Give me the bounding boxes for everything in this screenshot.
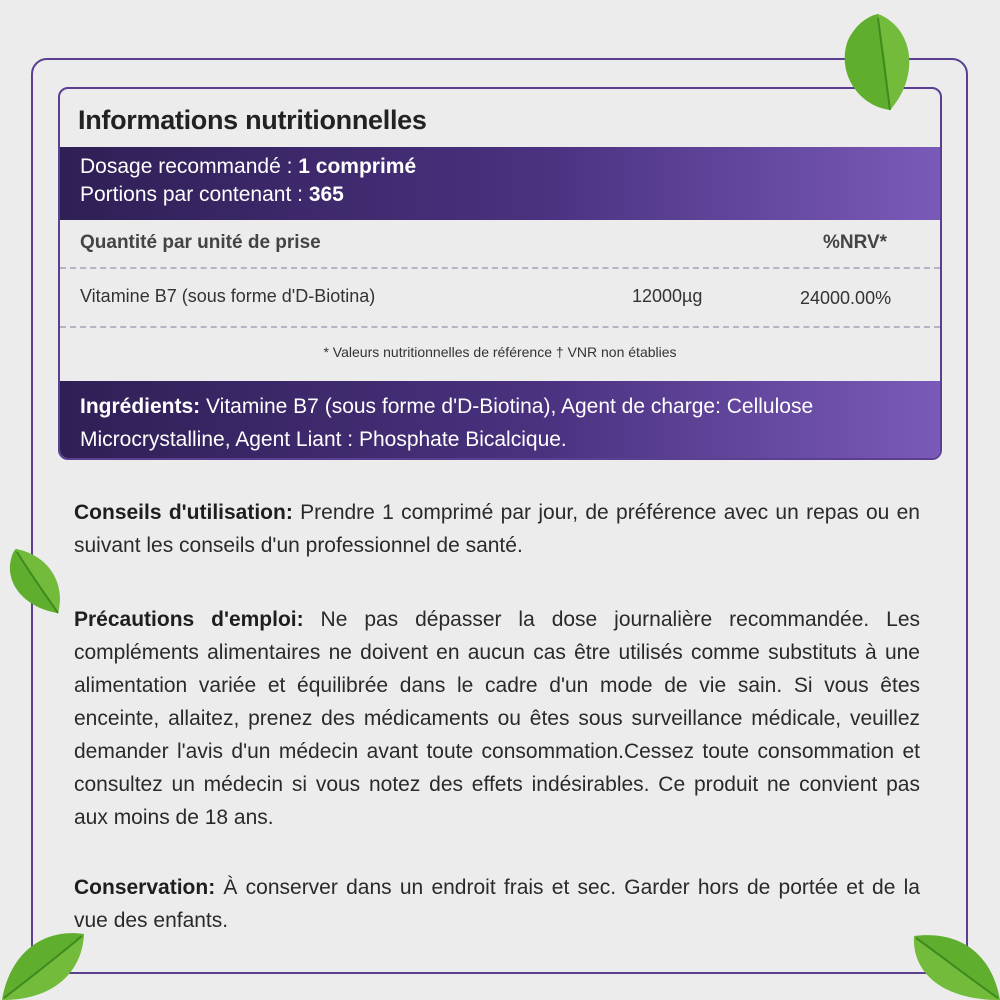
precautions-paragraph — [74, 603, 920, 834]
table-row — [60, 269, 940, 328]
leaf-icon — [0, 922, 90, 1000]
precautions-text: Ne pas dépasser la dose journalière recommandée. Les compléments alimentaires ne doivent en aucun cas être utilisés comme substituts à une alimentation variée et équilibrée dans le cadre d'un mode de vie sain. Si vous êtes enceinte, allaitez, prenez des médicaments ou êtes sous surveillance médicale, veuillez demander l'avis d'un médecin avant toute consommation.Cessez toute consommation et consultez un médecin si vous notez des effets indésirables. Ce produit ne convient pas aux moins de 18 ans. — [74, 608, 920, 829]
ingredients-body: Vitamine B7 (sous forme d'D-Biotina), Agent de charge: Cellulose Microcrystalline, Agent Liant : Phosphate Bicalcique. — [80, 395, 814, 451]
nutrition-panel — [58, 87, 942, 460]
storage-text: À conserver dans un endroit frais et sec. Garder hors de portée et de la vue des enfants. — [74, 876, 920, 932]
leaf-icon — [4, 545, 68, 617]
ingredients-text — [80, 390, 928, 456]
leaf-icon — [900, 924, 1000, 1000]
dosage-value: 1 comprimé — [298, 155, 417, 178]
leaf-icon — [828, 10, 928, 120]
dosage-line — [80, 155, 416, 179]
precautions-label: Précautions d'emploi: — [74, 608, 304, 631]
dosage-band — [60, 147, 940, 220]
footnote: * Valeurs nutritionnelles de référence † VNR non établies — [323, 344, 677, 360]
ingredients-band — [60, 381, 940, 460]
usage-paragraph — [74, 496, 920, 562]
table-header — [60, 220, 940, 269]
nrv-header: %NRV* — [823, 232, 888, 253]
portions-label: Portions par contenant : — [80, 183, 309, 206]
portions-value: 365 — [308, 183, 344, 206]
portions-line — [80, 183, 344, 207]
nutrient-amount: 12000µg — [632, 286, 703, 306]
quantity-header: Quantité par unité de prise — [80, 232, 321, 253]
ingredients-label: Ingrédients: — [80, 395, 201, 418]
nutrient-name: Vitamine B7 (sous forme d'D-Biotina) — [80, 286, 376, 306]
usage-label: Conseils d'utilisation: — [74, 501, 293, 524]
nutrient-nrv: 24000.00% — [800, 288, 892, 308]
panel-title: Informations nutritionnelles — [78, 105, 427, 135]
storage-paragraph — [74, 871, 920, 937]
usage-text: Prendre 1 comprimé par jour, de préférence avec un repas ou en suivant les conseils d'un professionnel de santé. — [74, 501, 920, 557]
storage-label: Conservation: — [74, 876, 216, 899]
dosage-label: Dosage recommandé : — [80, 155, 299, 178]
